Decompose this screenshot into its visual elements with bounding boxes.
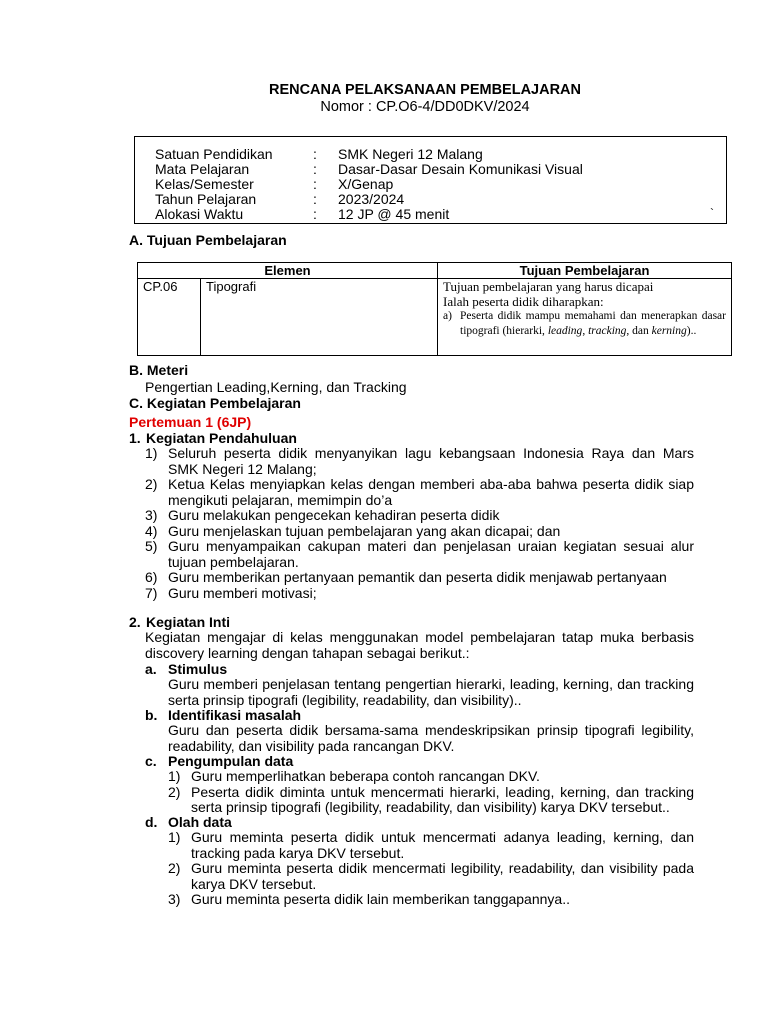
identity-label: Mata Pelajaran — [155, 161, 250, 177]
section-a-heading: A. Tujuan Pembelajaran — [129, 232, 287, 248]
olah-marker: d. — [145, 814, 158, 830]
identity-mark: ` — [710, 206, 714, 220]
pendahuluan-list — [145, 445, 694, 601]
pengumpulan-title: Pengumpulan data — [168, 753, 294, 769]
sub-item-text: , — [582, 325, 589, 337]
list-item-text: Guru memberi motivasi; — [168, 584, 317, 601]
list-item-text: Guru melakukan pengecekan kehadiran peserta didik — [168, 507, 500, 523]
identity-colon: : — [313, 176, 317, 192]
term-kerning: kerning — [651, 325, 687, 337]
sub-item-text: , dan — [626, 325, 652, 337]
identifikasi-title: Identifikasi masalah — [168, 707, 302, 723]
list-item-text: Guru menjelaskan tujuan pembelajaran yang akan dicapai; dan — [168, 522, 561, 539]
identity-colon: : — [313, 161, 317, 177]
list-item-number: 4) — [145, 522, 158, 539]
sub-item-marker: a) — [443, 310, 452, 322]
stimulus-text: Guru memberi penjelasan tentang pengertian hierarki, leading, kerning, dan tracking serta prinsip tipografi (legibility, readability, dan visibility).. — [168, 676, 694, 708]
inti-intro-text: Kegiatan mengajar di kelas menggunakan model pembelajaran tatap muka berbasis discovery learning dengan tahapan sebagai berikut.: — [145, 629, 694, 661]
identity-value: X/Genap — [338, 176, 394, 192]
document-title: RENCANA PELAKSANAAN PEMBELAJARAN — [268, 82, 582, 98]
objective-line: Ialah peserta didik diharapkan: — [443, 294, 604, 309]
objective-line: Tujuan pembelajaran yang harus dicapai — [443, 279, 654, 294]
identifikasi-text: Guru dan peserta didik bersama-sama mendeskripsikan prinsip tipografi legibility, readability, dan visibility pada rancangan DKV. — [168, 722, 694, 754]
olah-list — [168, 829, 694, 908]
stimulus-marker: a. — [145, 661, 157, 677]
pendahuluan-number: 1. — [129, 430, 141, 446]
section-b-heading: B. Meteri — [129, 362, 189, 378]
list-item-text: Peserta didik diminta untuk mencermati hierarki, leading, kerning, dan tracking serta prinsip tipografi (legibility, readability, dan visibility) karya DKV tersebut.. — [191, 783, 694, 815]
meeting-heading: Pertemuan 1 (6JP) — [129, 414, 252, 430]
term-leading: leading — [547, 325, 583, 337]
list-item — [145, 476, 694, 508]
pengumpulan-list — [168, 768, 694, 816]
element-code: CP.06 — [138, 279, 201, 356]
olah-title: Olah data — [168, 814, 232, 830]
identity-label: Tahun Pelajaran — [155, 191, 257, 207]
list-item — [145, 584, 694, 602]
list-item — [168, 783, 694, 816]
list-item — [145, 538, 694, 570]
list-item — [168, 829, 694, 861]
list-item-number: 3) — [168, 891, 181, 907]
identity-value: Dasar-Dasar Desain Komunikasi Visual — [338, 161, 583, 177]
identity-value: SMK Negeri 12 Malang — [338, 146, 483, 162]
document-number: Nomor : CP.O6-4/DD0DKV/2024 — [320, 99, 530, 115]
list-item-number: 6) — [145, 569, 158, 585]
list-item — [168, 860, 694, 892]
objectives-table — [137, 262, 732, 356]
list-item — [145, 569, 694, 586]
table-row — [138, 279, 732, 356]
list-item — [145, 507, 694, 524]
identity-label: Kelas/Semester — [155, 176, 254, 192]
pengumpulan-marker: c. — [145, 753, 157, 769]
objective-cell — [438, 279, 732, 356]
identity-colon: : — [313, 146, 317, 162]
sub-item-text: ).. — [686, 325, 697, 337]
identity-box — [134, 136, 727, 224]
identifikasi-marker: b. — [145, 707, 158, 723]
list-item-text: Guru menyampaikan cakupan materi dan penjelasan uraian kegiatan sesuai alur tujuan pembelajaran. — [168, 538, 694, 570]
identity-colon: : — [313, 191, 317, 207]
identity-colon: : — [313, 206, 317, 222]
list-item-number: 7) — [145, 584, 158, 601]
materi-text: Pengertian Leading,Kerning, dan Tracking — [145, 379, 407, 395]
stimulus-body — [168, 677, 694, 708]
list-item-number: 2) — [168, 783, 181, 800]
term-tracking: tracking — [588, 325, 627, 337]
list-item-text: Guru memberikan pertanyaan pemantik dan peserta didik menjawab pertanyaan — [168, 569, 667, 585]
identifikasi-body — [168, 723, 694, 754]
column-header-elemen: Elemen — [138, 263, 438, 279]
table-header-row — [138, 263, 732, 279]
list-item-text: Guru memperlihatkan beberapa contoh rancangan DKV. — [191, 768, 540, 784]
identity-value: 2023/2024 — [338, 191, 405, 207]
document-header — [0, 82, 768, 116]
objective-sub-item — [443, 309, 726, 339]
section-c-heading: C. Kegiatan Pembelajaran — [129, 395, 301, 411]
list-item — [145, 445, 694, 477]
list-item — [168, 891, 694, 908]
column-header-tujuan: Tujuan Pembelajaran — [438, 263, 732, 279]
list-item-text: Seluruh peserta didik menyanyikan lagu kebangsaan Indonesia Raya dan Mars SMK Negeri 12 Malang; — [168, 445, 694, 477]
list-item-number: 1) — [168, 829, 181, 845]
identity-value: 12 JP @ 45 menit — [338, 206, 450, 222]
list-item-number: 2) — [145, 476, 158, 492]
element-name: Tipografi — [201, 279, 438, 356]
identity-label: Alokasi Waktu — [155, 206, 244, 222]
list-item-number: 1) — [168, 768, 181, 784]
sub-item-text: Peserta didik mampu memahami dan menerapkan dasar tipografi (hierarki, — [460, 310, 726, 337]
pendahuluan-heading: Kegiatan Pendahuluan — [146, 430, 297, 446]
list-item-text: Ketua Kelas menyiapkan kelas dengan memberi aba-aba bahwa peserta didik siap mengikuti pelajaran, memimpin do’a — [168, 476, 694, 508]
stimulus-title: Stimulus — [168, 661, 228, 677]
list-item-number: 1) — [145, 445, 158, 461]
list-item-number: 2) — [168, 860, 181, 876]
inti-heading: Kegiatan Inti — [146, 614, 231, 630]
list-item — [145, 522, 694, 540]
list-item-text: Guru meminta peserta didik mencermati legibility, readability, dan visibility pada karya DKV tersebut. — [191, 860, 694, 892]
identity-label: Satuan Pendidikan — [155, 146, 273, 162]
inti-number: 2. — [129, 614, 141, 630]
list-item-text: Guru meminta peserta didik lain memberikan tanggapannya.. — [191, 891, 570, 907]
inti-intro — [145, 630, 694, 661]
list-item-number: 5) — [145, 538, 158, 554]
list-item-text: Guru meminta peserta didik untuk mencermati adanya leading, kerning, dan tracking pada karya DKV tersebut. — [191, 829, 694, 861]
list-item — [168, 768, 694, 785]
list-item-number: 3) — [145, 507, 158, 523]
